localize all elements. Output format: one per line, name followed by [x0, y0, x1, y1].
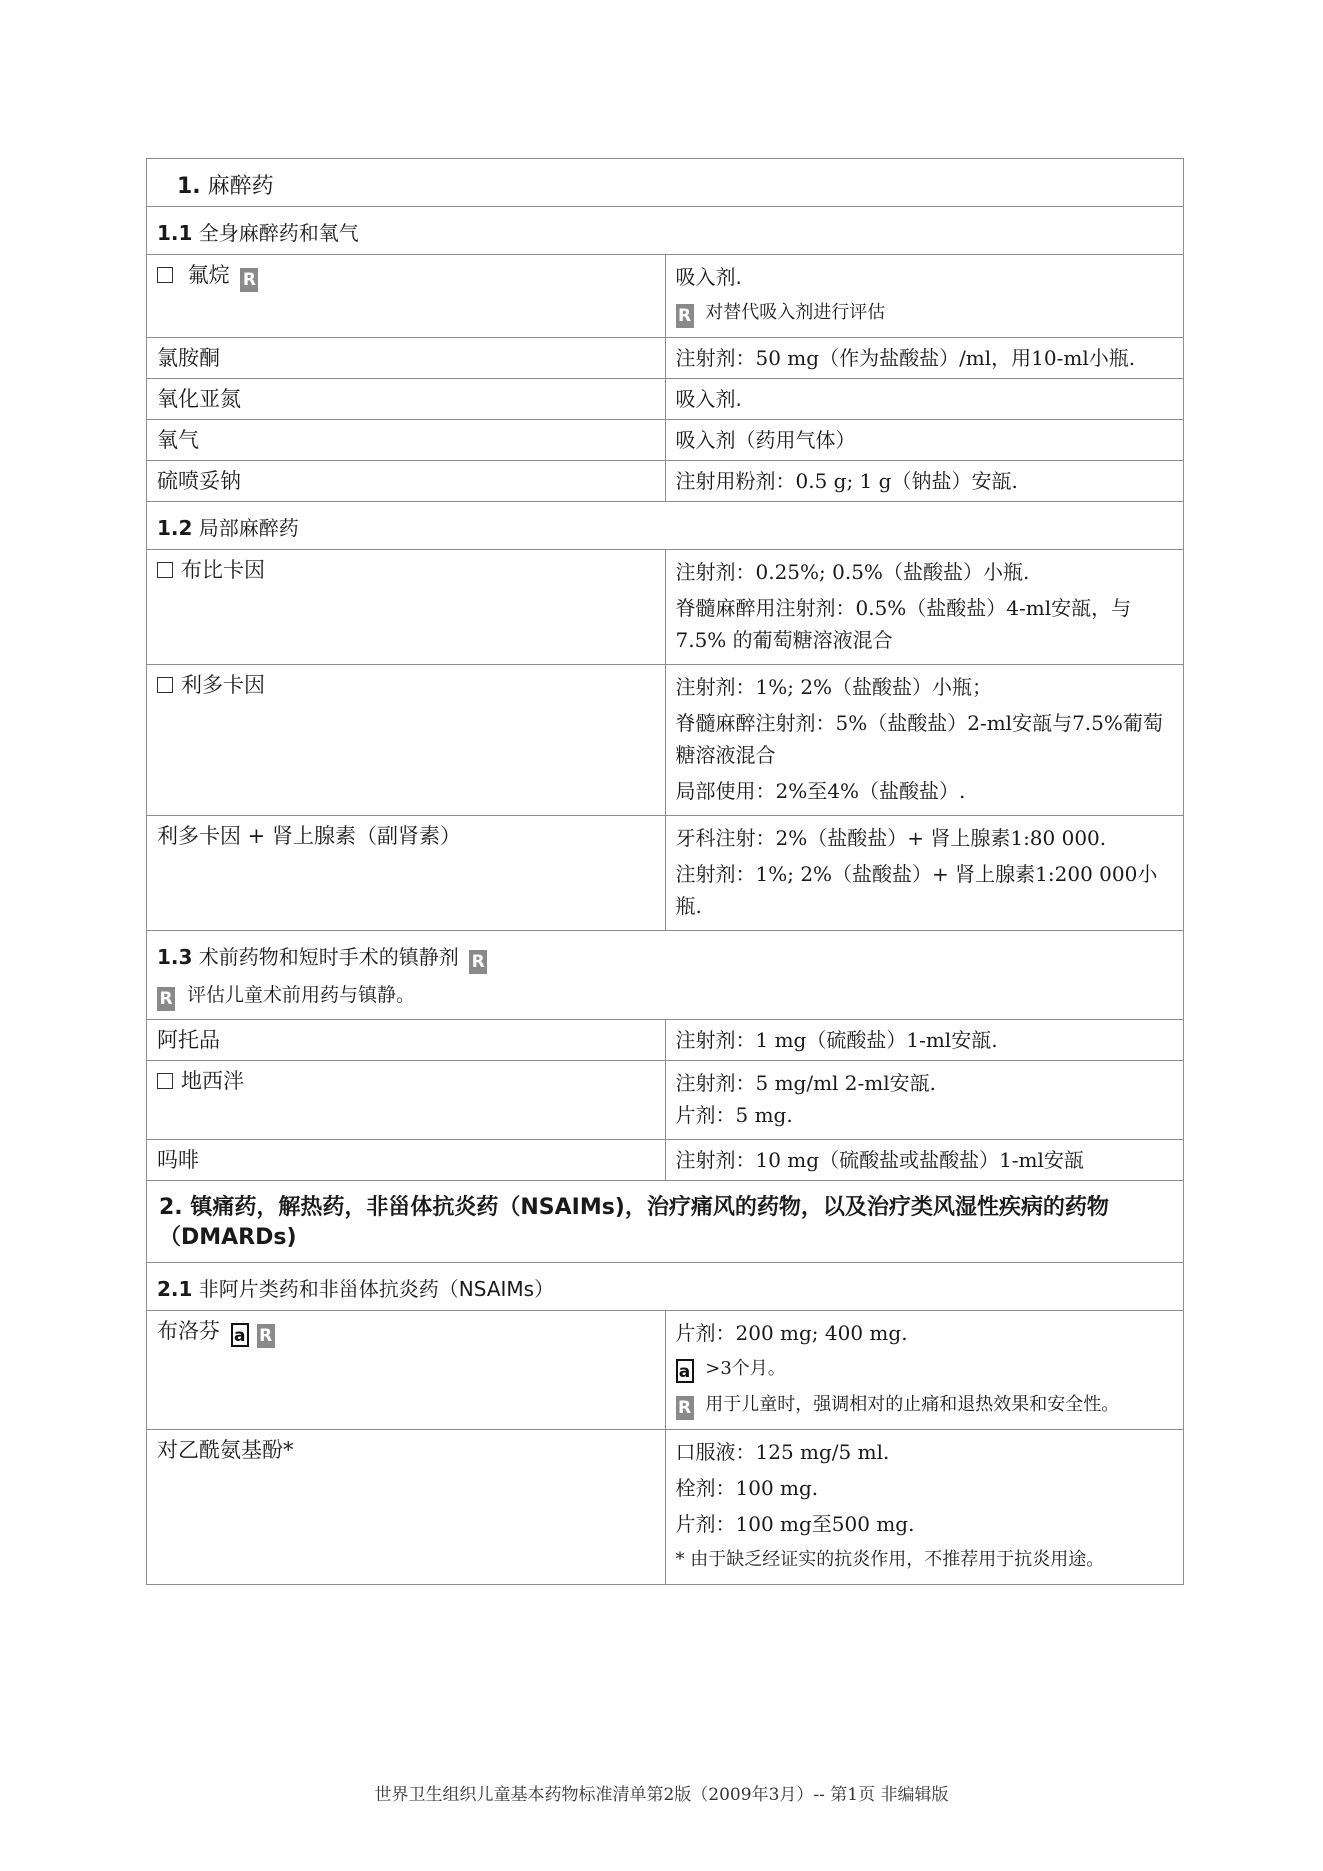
table-row-oxygen	[147, 420, 1184, 461]
medicine-name: 氧气	[147, 420, 666, 461]
dosage-detail: ：100 mg.	[715, 1476, 819, 1500]
square-box-icon	[157, 562, 173, 578]
r-badge-icon: R	[240, 268, 258, 292]
medicine-name: 氧化亚氮	[147, 379, 666, 420]
page-footer: 世界卫生组织儿童基本药物标准清单第2版（2009年3月）-- 第1页 非编辑版	[374, 1785, 949, 1805]
review-note: 对替代吸入剂进行评估	[705, 302, 886, 323]
dosage-form-label: 注射剂	[675, 560, 736, 584]
dosage-detail: ：2%（盐酸盐）+ 肾上腺素1:80 000.	[755, 826, 1107, 850]
subsection-title: 非阿片类药和非甾体抗炎药（NSAIMs）	[198, 1277, 555, 1301]
medicine-name: 利多卡因 + 肾上腺素（副肾素）	[147, 816, 666, 931]
table-row-halothane	[147, 255, 1184, 338]
medicine-name: 氟烷	[187, 263, 230, 287]
dosage-form-label: 注射剂	[675, 1071, 736, 1095]
dosage-form-label: 吸入剂	[675, 428, 736, 452]
subsection-header-1-2	[147, 502, 1184, 550]
subsection-note: 评估儿童术前用药与镇静。	[187, 984, 416, 1006]
dosage-form-label: 栓剂	[675, 1476, 716, 1500]
dosage-detail: ：2%至4%（盐酸盐）.	[755, 779, 966, 803]
dosage-form-label: 片剂	[675, 1103, 716, 1127]
dosage-form-label: 注射剂	[675, 675, 736, 699]
dosage-form-label: 注射剂	[675, 1148, 736, 1172]
r-badge-icon: R	[469, 950, 487, 974]
table-row-lidocaine	[147, 665, 1184, 816]
subsection-header-1-1	[147, 207, 1184, 255]
section-header-2	[147, 1181, 1184, 1263]
dosage-form-label: 吸入剂.	[675, 265, 742, 289]
dosage-form-label: 脊髓麻醉注射剂	[675, 711, 816, 735]
r-badge-icon: R	[157, 987, 175, 1011]
section-header-1	[147, 159, 1184, 207]
dosage-form-label: 注射剂	[675, 862, 736, 886]
medicine-list-table	[146, 158, 1184, 1585]
table-row-atropine	[147, 1020, 1184, 1061]
footnote: * 由于缺乏经证实的抗炎作用，不推荐用于抗炎用途。	[675, 1549, 1105, 1570]
medicine-name: 阿托品	[147, 1020, 666, 1061]
dosage-form-label: 片剂	[675, 1321, 716, 1345]
medicine-name: 利多卡因	[181, 673, 265, 697]
subsection-title: 术前药物和短时手术的镇静剂	[198, 945, 459, 969]
review-note: 用于儿童时，强调相对的止痛和退热效果和安全性。	[705, 1394, 1120, 1415]
table-row-lidocaine-epinephrine	[147, 816, 1184, 931]
dosage-form-label: 注射剂	[675, 346, 736, 370]
table-row-morphine	[147, 1140, 1184, 1181]
section-number: 2.	[159, 1195, 183, 1220]
table-row-nitrous-oxide	[147, 379, 1184, 420]
a-badge-icon: a	[231, 1323, 249, 1347]
square-box-icon	[157, 677, 173, 693]
medicine-name: 吗啡	[147, 1140, 666, 1181]
dosage-detail: ：50 mg（作为盐酸盐）/ml，用10-ml小瓶.	[735, 346, 1136, 370]
table-row-ketamine	[147, 338, 1184, 379]
medicine-name: 布洛芬	[157, 1319, 220, 1343]
medicine-name: 对乙酰氨基酚*	[147, 1430, 666, 1585]
dosage-form-label: 注射剂	[675, 1028, 736, 1052]
table-row-bupivacaine	[147, 550, 1184, 665]
dosage-detail: ：5 mg/ml 2-ml安瓿.	[735, 1071, 937, 1095]
r-badge-icon: R	[676, 1396, 694, 1420]
dosage-detail: ：1%; 2%（盐酸盐）小瓶；	[735, 675, 993, 699]
table-row-ibuprofen	[147, 1311, 1184, 1430]
dosage-detail: ：0.5%（盐酸盐）4-ml安瓿，与7.5% 的葡萄糖溶液混合	[675, 596, 1132, 652]
dosage-detail: ：125 mg/5 ml.	[735, 1440, 890, 1464]
square-box-icon	[157, 267, 173, 283]
medicine-name: 氯胺酮	[147, 338, 666, 379]
dosage-detail: ：1%; 2%（盐酸盐）+ 肾上腺素1:200 000小瓶.	[675, 862, 1158, 918]
subsection-title: 局部麻醉药	[198, 516, 299, 540]
dosage-form-label: 脊髓麻醉用注射剂	[675, 596, 836, 620]
dosage-detail: ：5%（盐酸盐）2-ml安瓿与7.5%葡萄糖溶液混合	[675, 711, 1163, 767]
a-badge-icon: a	[676, 1359, 694, 1383]
section-title: 镇痛药，解热药，非甾体抗炎药（NSAIMs)，治疗痛风的药物，以及治疗类风湿性疾病的药物（DMARDs)	[159, 1195, 1109, 1250]
subsection-number: 1.2	[157, 516, 193, 540]
dosage-form-label: 局部使用	[675, 779, 756, 803]
subsection-title: 全身麻醉药和氧气	[198, 221, 359, 245]
subsection-header-2-1	[147, 1263, 1184, 1311]
dosage-form-label: 牙科注射	[675, 826, 756, 850]
subsection-number: 2.1	[157, 1277, 193, 1301]
dosage-detail: ：0.25%; 0.5%（盐酸盐）小瓶.	[735, 560, 1030, 584]
r-badge-icon: R	[257, 1324, 275, 1348]
dosage-detail: ：100 mg至500 mg.	[715, 1512, 915, 1536]
dosage-form-label: 片剂	[675, 1512, 716, 1536]
dosage-form-label: 注射用粉剂	[675, 469, 776, 493]
dosage-detail: ：5 mg.	[715, 1103, 793, 1127]
subsection-number: 1.3	[157, 945, 193, 969]
medicine-name: 布比卡因	[181, 558, 265, 582]
age-note: >3个月。	[705, 1358, 786, 1379]
dosage-detail: ：0.5 g; 1 g（钠盐）安瓿.	[775, 469, 1018, 493]
table-row-paracetamol	[147, 1430, 1184, 1585]
section-number: 1.	[177, 174, 201, 199]
dosage-detail: （药用气体）	[735, 428, 856, 452]
table-row-thiopental	[147, 461, 1184, 502]
table-row-diazepam	[147, 1061, 1184, 1140]
dosage-detail: ：1 mg（硫酸盐）1-ml安瓿.	[735, 1028, 998, 1052]
dosage-form-label: 吸入剂.	[675, 387, 742, 411]
r-badge-icon: R	[676, 304, 694, 328]
square-box-icon	[157, 1073, 173, 1089]
dosage-form-label: 口服液	[675, 1440, 736, 1464]
section-title: 麻醉药	[207, 174, 274, 199]
medicine-name: 地西泮	[181, 1069, 244, 1093]
medicine-name: 硫喷妥钠	[147, 461, 666, 502]
subsection-number: 1.1	[157, 221, 193, 245]
subsection-header-1-3	[147, 931, 1184, 1020]
dosage-detail: ：200 mg; 400 mg.	[715, 1321, 908, 1345]
dosage-detail: ：10 mg（硫酸盐或盐酸盐）1-ml安瓿	[735, 1148, 1084, 1172]
